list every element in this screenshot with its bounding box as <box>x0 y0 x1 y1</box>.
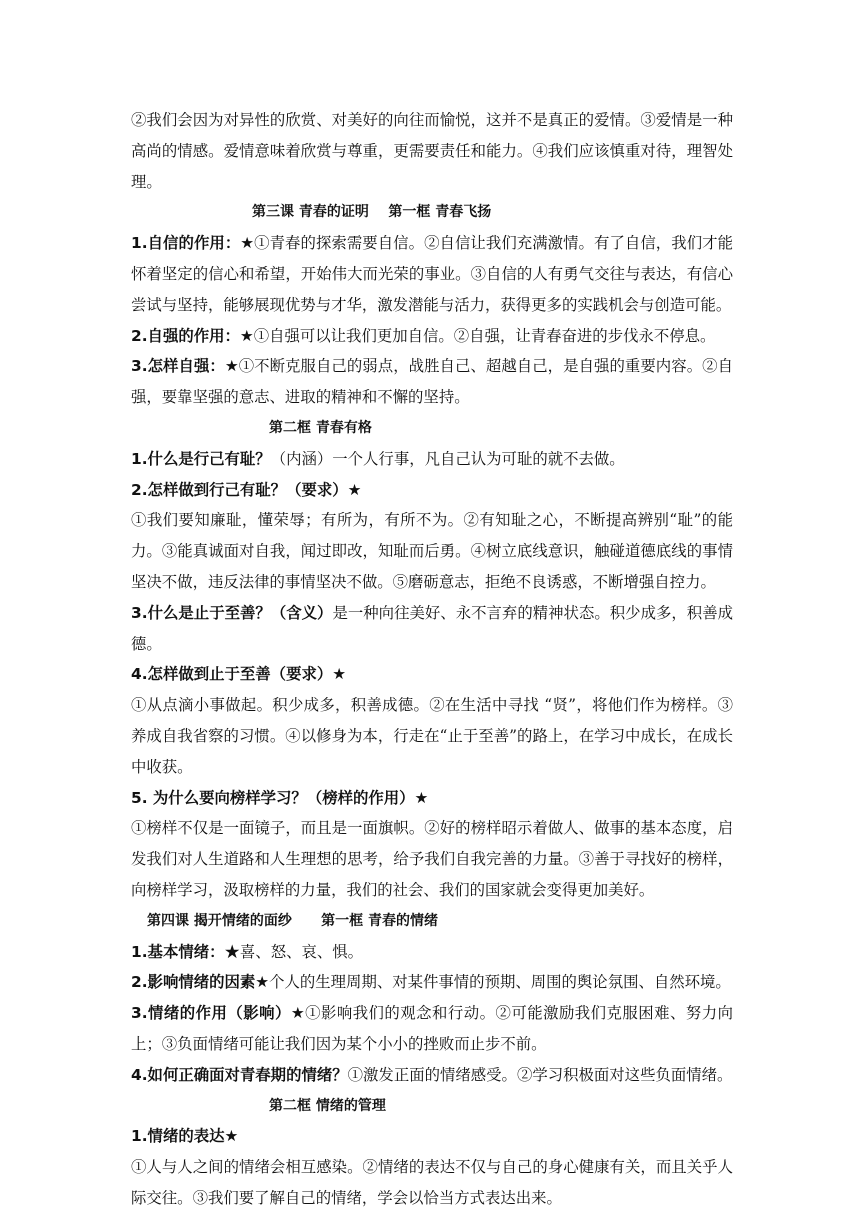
q2-text: ①自强可以让我们更加自信。②自强，让青春奋进的步伐永不停息。 <box>253 326 716 345</box>
e3-text: ①影响我们的观念和行动。②可能激励我们克服困难、努力向上；③负面情绪可能让我们因为某个小小的挫败而止步不前。 <box>131 1004 733 1053</box>
e2-paragraph <box>131 967 733 998</box>
r2-label: 2.怎样做到行己有耻？（要求）★ <box>131 480 362 499</box>
r3-text: 是一种向往美好、永不言弃的精神状态。积少成多，积善成德。 <box>131 603 733 653</box>
e3-paragraph <box>131 998 733 1060</box>
m1-label: 1.情绪的表达★ <box>131 1127 239 1146</box>
e1-paragraph <box>131 937 733 968</box>
r1-text: （内涵）一个人行事，凡自己认为可耻的就不去做。 <box>270 449 625 468</box>
r2-answer: ①我们要知廉耻，懂荣辱；有所为，有所不为。②有知耻之心，不断提高辨别“耻”的能力。③能真诚面对自我，闻过即改，知耻而后勇。④树立底线意识，触碰道德底线的事情坚决不做，违反法律的事情坚决不做。⑤磨砺意志，拒绝不良诱惑，不断增强自控力。 <box>131 511 733 591</box>
r5-label: 5. 为什么要向榜样学习？（榜样的作用）★ <box>131 788 429 807</box>
love-paragraph: ②我们会因为对异性的欣赏、对美好的向往而愉悦，这并不是真正的爱情。③爱情是一种高尚的情感。爱情意味着欣赏与尊重，更需要责任和能力。④我们应该慎重对待，理智处理。 <box>131 111 733 191</box>
r1-label: 1.什么是行己有耻？ <box>131 449 271 468</box>
q2-label: 2.自强的作用：★ <box>131 326 254 345</box>
e2-text: 个人的生理周期、对某件事情的预期、周围的舆论氛围、自然环境。 <box>269 973 731 992</box>
q3-label: 3.怎样自强：★ <box>131 357 239 376</box>
e3-label: 3.情绪的作用（影响）★ <box>131 1004 306 1023</box>
e1-label: 1.基本情绪： <box>131 942 225 961</box>
q1-text: ①青春的探索需要自信。②自信让我们充满激情。有了自信，我们才能怀着坚定的信心和希望，开始伟大而光荣的事业。③自信的人有勇气交往与表达，有信心尝试与坚持，能够展现优势与才华，激发潜能与活力，获得更多的实践机会与创造可能。 <box>131 234 733 314</box>
e4-text: ①激发正面的情绪感受。②学习积极面对这些负面情绪。 <box>347 1065 733 1084</box>
m1-question <box>131 1121 733 1152</box>
q3-paragraph <box>131 351 733 413</box>
q1-paragraph <box>131 228 733 320</box>
e4-label: 4.如何正确面对青春期的情绪？ <box>131 1065 348 1084</box>
document-body <box>131 105 733 1214</box>
r1-paragraph <box>131 444 733 475</box>
lesson3-heading: 第三课 青春的证明 第一框 青春飞扬 <box>252 204 492 221</box>
r3-label: 3.什么是止于至善？（含义） <box>131 603 333 622</box>
e4-paragraph <box>131 1060 733 1091</box>
q2-paragraph <box>131 321 733 352</box>
r5-question <box>131 783 733 814</box>
r4-question <box>131 659 733 690</box>
r3-paragraph <box>131 598 733 660</box>
r4-label: 4.怎样做到止于至善（要求）★ <box>131 665 347 684</box>
q3-text: ①不断克服自己的弱点，战胜自己、超越自己，是自强的重要内容。②自强，要靠坚强的意志、进取的精神和不懈的坚持。 <box>131 357 733 407</box>
e1-text: ★喜、怒、哀、惧。 <box>224 942 364 961</box>
q1-label: 1.自信的作用：★ <box>131 234 255 253</box>
e2-label: 2.影响情绪的因素★ <box>131 973 270 992</box>
r2-question <box>131 475 733 506</box>
r4-answer: ①从点滴小事做起。积少成多，积善成德。②在生活中寻找 “贤”，将他们作为榜样。③养成自我省察的习惯。④以修身为本，行走在“止于至善”的路上，在学习中成长，在成长中收获。 <box>131 696 733 776</box>
frame2b-heading: 第二框 情绪的管理 <box>269 1097 386 1114</box>
frame2-heading: 第二框 青春有格 <box>269 419 372 436</box>
lesson4-heading: 第四课 揭开情绪的面纱 第一框 青春的情绪 <box>147 912 438 929</box>
r5-answer: ①榜样不仅是一面镜子，而且是一面旗帜。②好的榜样昭示着做人、做事的基本态度，启发我们对人生道路和人生理想的思考，给予我们自我完善的力量。③善于寻找好的榜样，向榜样学习，汲取榜样的力量，我们的社会、我们的国家就会变得更加美好。 <box>131 819 733 899</box>
m1-answer: ①人与人之间的情绪会相互感染。②情绪的表达不仅与自己的身心健康有关，而且关乎人际交往。③我们要了解自己的情绪，学会以恰当方式表达出来。 <box>131 1158 733 1207</box>
